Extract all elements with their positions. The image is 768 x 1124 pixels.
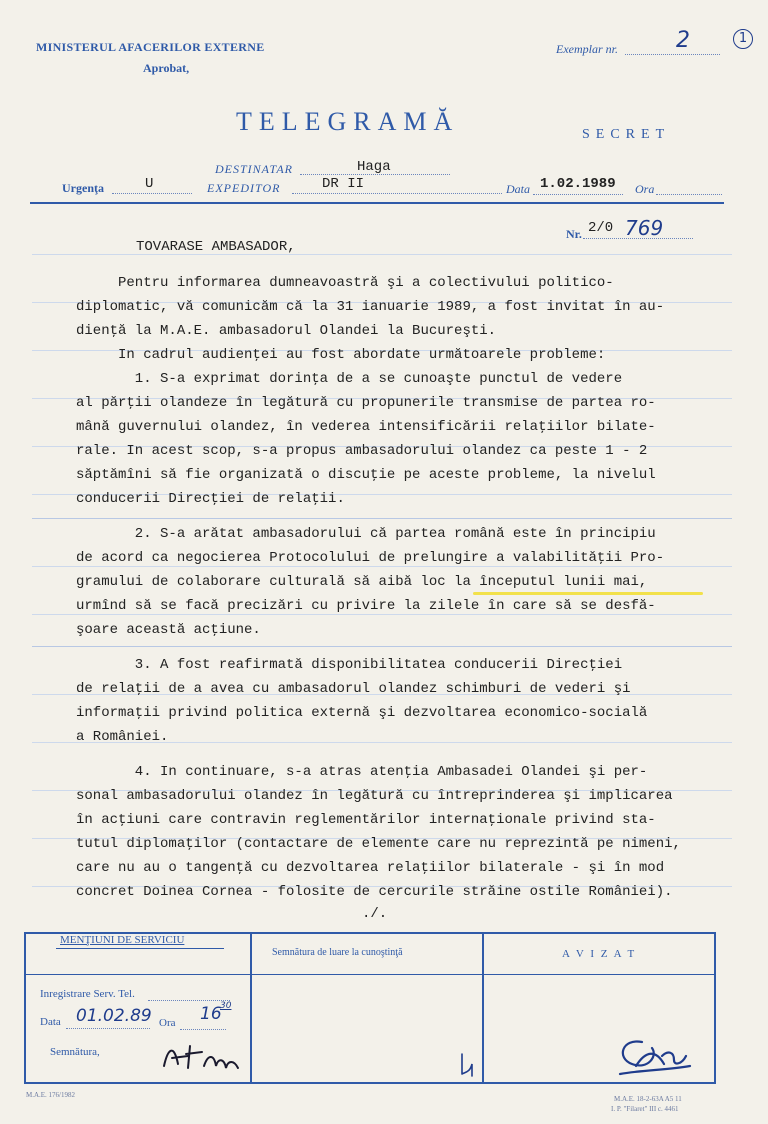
body-line: conducerii Direcţiei de relaţii. [76,491,345,507]
expeditor-value: DR II [322,176,365,192]
body-line: de acord ca negocierea Protocolului de prelungire a valabilităţii Pro- [76,550,665,566]
avizat-label: A V I Z A T [562,948,637,960]
nr-line [583,238,693,239]
nr-handwritten: 769 [625,216,664,240]
box-ora-superscript: 30 [220,1001,232,1011]
body-line: mână guvernului olandez, în vederea intensificării relaţiilor bilate- [76,419,656,435]
exemplar-number: 2 [676,28,690,53]
form-code: M.A.E. 176/1982 [26,1091,75,1099]
body-line: 4. In continuare, s-a atras atenţia Ambasadei Olandei şi per- [76,764,648,780]
body-line: al părţii olandeze în legătură cu propunerile transmise de partea ro- [76,395,656,411]
semnatura-luare-label: Semnătura de luare la cunoştinţă [272,947,403,958]
body-line: de relaţii de a avea cu ambasadorul olandez schimburi de vederi şi [76,681,631,697]
nr-label: Nr. [566,227,582,241]
destinatar-value: Haga [357,159,391,175]
body-line: concret Doinea Cornea - folosite de cercurile străine ostile României). [76,884,673,900]
box-ora-value: 16 [200,1004,222,1024]
approved-label: Aprobat, [143,61,190,75]
body-line: sonal ambasadorului olandez în legătură cu întreprinderea şi implicarea [76,788,673,804]
box-data-value: 01.02.89 [76,1006,152,1026]
body-line: rale. In acest scop, s-a propus ambasadorului olandez ca peste 1 - 2 [76,443,648,459]
exemplar-line [625,54,720,55]
continuation-mark: ./. [362,906,388,922]
body-line: şoare această acţiune. [76,622,261,638]
data-label: Data [506,182,530,196]
box-ora-line [180,1029,226,1030]
body-line: în acţiuni care contravin reglementărilor internaţionale privind sta- [76,812,656,828]
destinatar-label: DESTINATAR [215,162,293,176]
body-line: 2. S-a arătat ambasadorului că partea română este în principiu [76,526,656,542]
body-line: diplomatic, vă comunicăm că la 31 ianuarie 1989, a fost invitat în au- [76,299,665,315]
nr-value: 2/0 [588,220,614,236]
data-line [533,194,623,195]
box-divider [250,932,252,1084]
body-line: 1. S-a exprimat dorinţa de a se cunoaşte punctul de vedere [76,371,623,387]
urgenta-label: Urgenţa [62,181,104,195]
body-line: a României. [76,729,169,745]
urgenta-value: U [145,176,154,192]
body-line: tutul diplomaţilor (contactare de elemente care nu reprezintă pe nimeni, [76,836,681,852]
box-divider [24,974,716,975]
circled-number: 1 [738,31,748,46]
ora-line [656,194,722,195]
avizat-signature [612,1030,694,1080]
body-line: săptămîni să fie organizată o discuţie pe aceste probleme, la nivelul [76,467,656,483]
urgenta-line [112,193,192,194]
ora-label: Ora [635,182,655,196]
page-title: TELEGRAMĂ [236,107,460,136]
classification-label: SECRET [582,127,671,142]
body-line: care nu au o tangenţă cu dezvoltarea relaţiilor bilaterale - şi în mod [76,860,665,876]
body-line: urmînd să se facă precizări cu privire la zilele în care să se desfă- [76,598,656,614]
semnatura-label: Semnătura, [50,1046,100,1058]
print-line-1: M.A.E. 18-2-63A A5 11 [614,1095,682,1103]
box-data-label: Data [40,1016,61,1028]
signature-scribble [158,1036,248,1076]
salutation: TOVARASE AMBASADOR, [136,239,296,255]
header-rule [30,202,724,204]
data-value: 1.02.1989 [540,176,616,192]
inregistrare-line [148,1000,230,1001]
mentiuni-underline [56,948,224,949]
ministry-name: MINISTERUL AFACERILOR EXTERNE [36,40,265,54]
inregistrare-label: Inregistrare Serv. Tel. [40,988,135,1000]
initials-mark [456,1050,478,1080]
exemplar-label: Exemplar nr. [556,42,618,56]
body-line: informaţii privind politica externă şi dezvoltarea economico-socială [76,705,648,721]
body-line: In cadrul audienţei au fost abordate următoarele probleme: [76,347,606,363]
body-line: gramului de colaborare culturală să aibă loc la începutul lunii mai, [76,574,648,590]
highlight-mark [473,592,703,595]
body-line: 3. A fost reafirmată disponibilitatea conducerii Direcţiei [76,657,623,673]
print-line-2: I. P. "Filaret" III c. 4461 [611,1105,679,1113]
box-divider [482,932,484,1084]
box-ora-label: Ora [159,1017,176,1029]
mentiuni-label: MENŢIUNI DE SERVICIU [60,934,185,946]
circled-number-badge [733,29,753,49]
box-data-line [66,1028,150,1029]
expeditor-label: EXPEDITOR [207,181,281,195]
expeditor-line [292,193,502,194]
body-line: dienţă la M.A.E. ambasadorul Olandei la Bucureşti. [76,323,497,339]
body-line: Pentru informarea dumneavoastră şi a colectivului politico- [76,275,614,291]
